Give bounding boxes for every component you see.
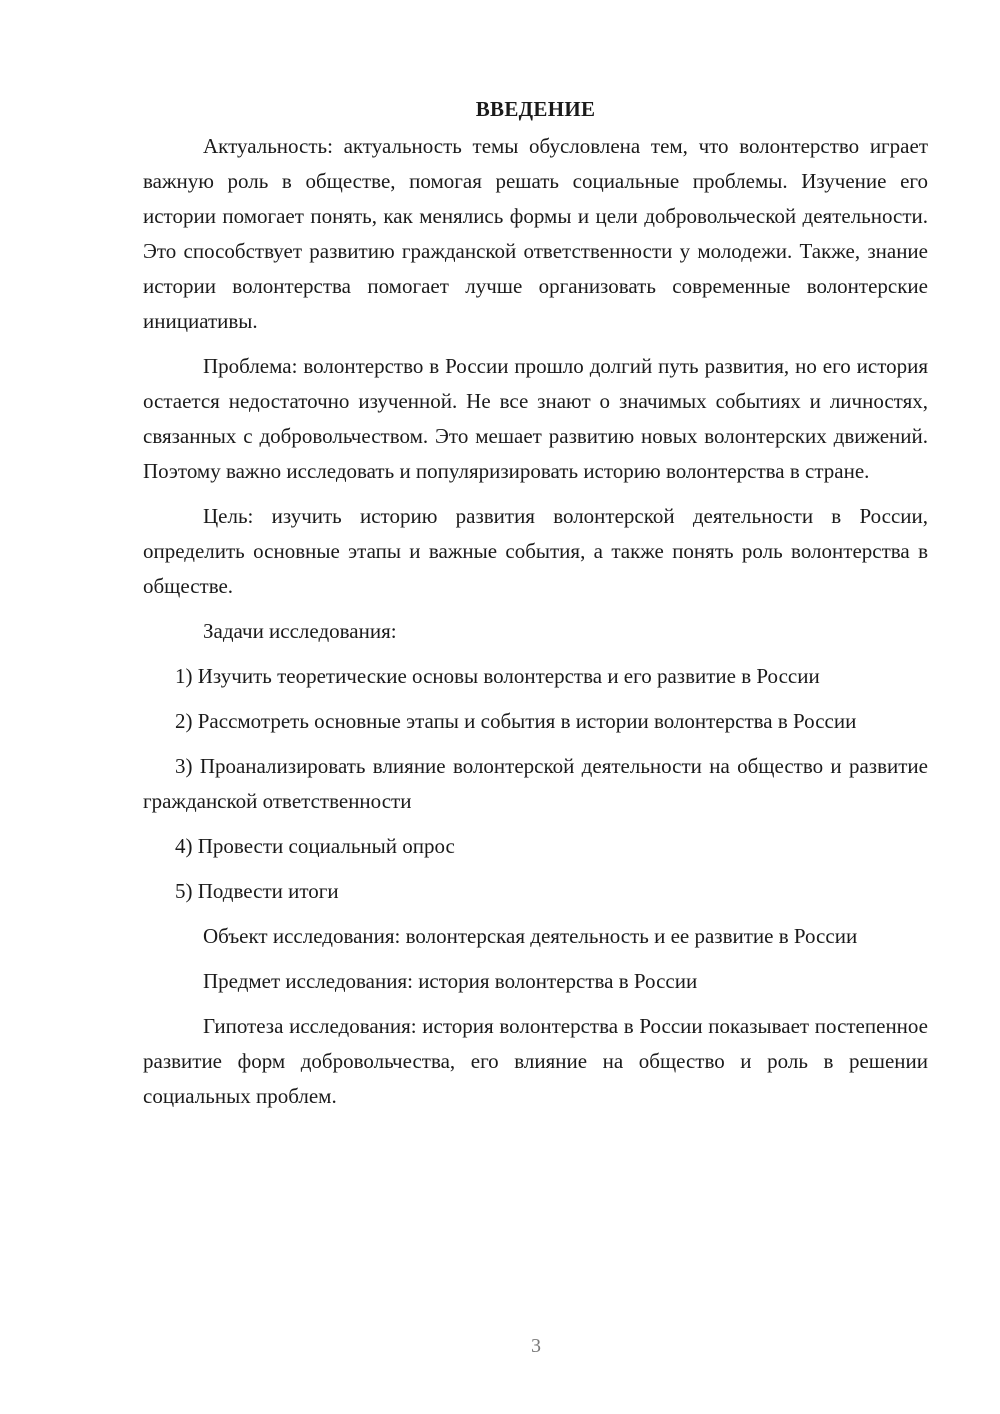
paragraph-problem: Проблема: волонтерство в России прошло долгий путь развития, но его история остается недостаточно изученной. Не все знают о значимых событиях и личностях, связанных с добровольчеством. Это мешает развитию новых волонтерских движений. Поэтому важно исследовать и популяризировать историю волонтерства в стране. xyxy=(143,354,928,483)
paragraph-subject: Предмет исследования: история волонтерства в России xyxy=(203,969,698,993)
paragraph-relevance: Актуальность: актуальность темы обусловлена тем, что волонтерство играет важную роль в обществе, помогая решать социальные проблемы. Изучение его истории помогает понять, как менялись формы и цели добровольческой деятельности. Это способствует развитию гражданской ответственности у молодежи. Также, знание истории волонтерства помогает лучше организовать современные волонтерские инициативы. xyxy=(143,134,928,333)
tasks-heading: Задачи исследования: xyxy=(203,619,397,643)
page-content xyxy=(143,92,928,1114)
page-number: 3 xyxy=(531,1335,541,1357)
page-title: ВВЕДЕНИЕ xyxy=(475,97,596,121)
task-item-1: 1) Изучить теоретические основы волонтерства и его развитие в России xyxy=(175,664,820,688)
paragraph-object: Объект исследования: волонтерская деятельность и ее развитие в России xyxy=(203,924,858,948)
paragraph-goal: Цель: изучить историю развития волонтерской деятельности в России, определить основные этапы и важные события, а также понять роль волонтерства в обществе. xyxy=(143,504,928,598)
task-item-2: 2) Рассмотреть основные этапы и события в истории волонтерства в России xyxy=(175,709,857,733)
task-item-3: 3) Проанализировать влияние волонтерской деятельности на общество и развитие гражданской ответственности xyxy=(143,754,928,813)
task-item-5: 5) Подвести итоги xyxy=(175,879,339,903)
task-item-4: 4) Провести социальный опрос xyxy=(175,834,455,858)
paragraph-hypothesis: Гипотеза исследования: история волонтерства в России показывает постепенное развитие форм добровольчества, его влияние на общество и роль в решении социальных проблем. xyxy=(143,1014,928,1108)
